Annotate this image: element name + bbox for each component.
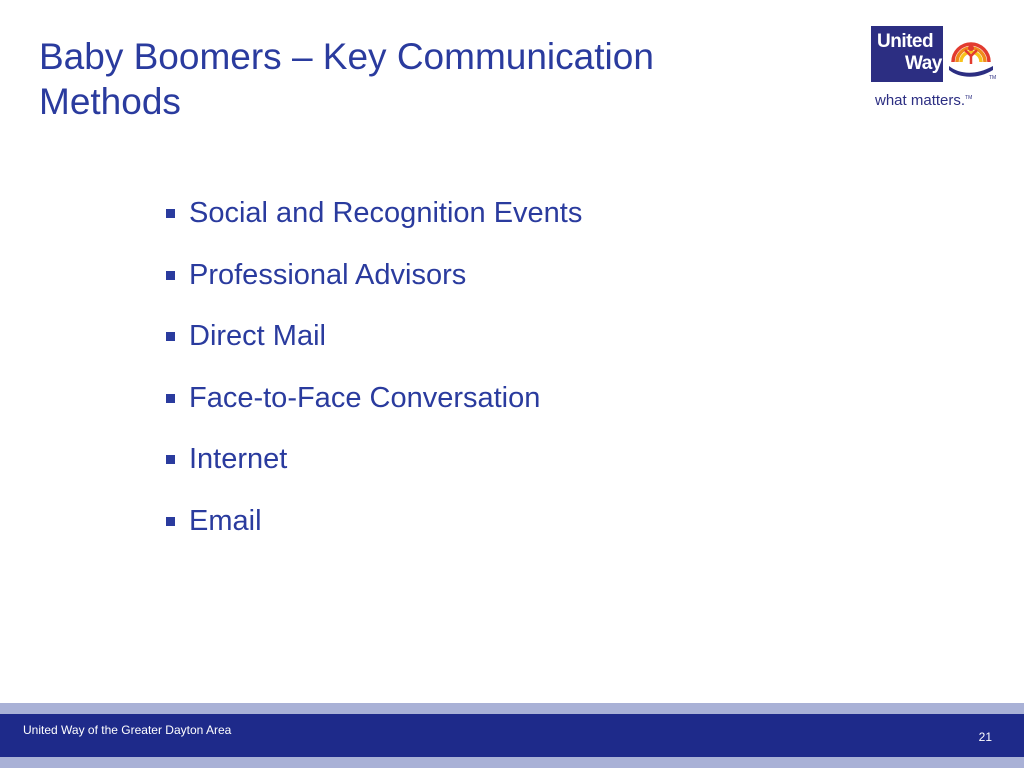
bullet-square-icon <box>166 394 175 403</box>
list-item <box>166 491 582 553</box>
logo-wordmark-line1: United <box>877 31 934 52</box>
bullet-text: Email <box>189 504 262 537</box>
footer-accent-stripe <box>0 703 1024 714</box>
bullet-square-icon <box>166 517 175 526</box>
footer-bottom-stripe <box>0 757 1024 768</box>
page-number: 21 <box>978 730 992 744</box>
list-item <box>166 368 582 430</box>
bullet-text: Social and Recognition Events <box>189 197 583 230</box>
footer-organization: United Way of the Greater Dayton Area <box>23 723 232 737</box>
list-item <box>166 245 582 307</box>
united-way-logo <box>871 26 997 110</box>
bullet-text: Direct Mail <box>189 320 326 353</box>
bullet-list <box>166 197 582 552</box>
logo-tagline <box>875 89 972 110</box>
bullet-text: Internet <box>189 443 288 476</box>
united-way-hand-rainbow-icon <box>945 26 997 82</box>
list-item <box>166 429 582 491</box>
logo-tagline-text: what matters. <box>875 92 966 109</box>
bullet-text: Professional Advisors <box>189 258 467 291</box>
logo-box <box>871 26 997 82</box>
logo-wordmark <box>871 26 943 82</box>
bullet-square-icon <box>166 455 175 464</box>
logo-wordmark-line2: Way <box>905 53 942 74</box>
logo-trademark: TM <box>989 75 997 81</box>
bullet-square-icon <box>166 332 175 341</box>
bullet-text: Face-to-Face Conversation <box>189 381 541 414</box>
list-item <box>166 306 582 368</box>
bullet-square-icon <box>166 209 175 218</box>
logo-tagline-trademark: TM <box>965 95 973 101</box>
slide-title: Baby Boomers – Key Communication Methods <box>39 36 654 122</box>
list-item <box>166 183 582 245</box>
bullet-square-icon <box>166 271 175 280</box>
